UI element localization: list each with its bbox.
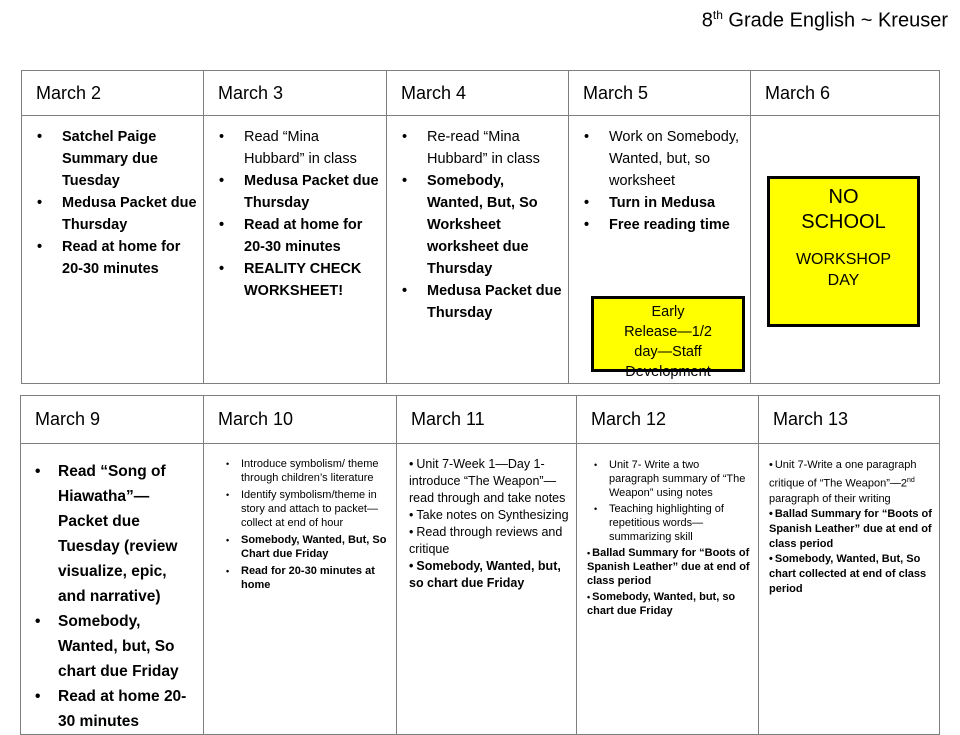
day-header: March 3 (204, 71, 387, 116)
task-item: • Medusa Packet due Thursday (244, 170, 380, 214)
task-item: • Somebody, Wanted, but, so chart due Friday (409, 558, 570, 592)
no-school-notice (767, 176, 920, 327)
week-table-march-9 (20, 395, 940, 735)
day-header: March 4 (387, 71, 569, 116)
task-item: • Free reading time (609, 214, 744, 236)
day-cell (577, 444, 759, 735)
task-item: • Read at home 20-30 minutes (58, 684, 195, 734)
task-item: • Teaching highlighting of repetitious words—summarizing skill (609, 502, 752, 544)
task-item: • Ballad Summary for “Boots of Spanish Leather” due at end of class period (587, 546, 752, 588)
task-item: • Read through reviews and critique (409, 524, 570, 558)
day-header: March 11 (397, 396, 577, 444)
task-item: • Somebody, Wanted, But, So Chart due Friday (241, 533, 390, 561)
task-item: • Somebody, Wanted, But, So chart collected at end of class period (769, 552, 933, 597)
task-item: • Unit 7-Write a one paragraph critique of “The Weapon”—2nd paragraph of their writing (769, 458, 933, 507)
task-item: • Ballad Summary for “Boots of Spanish Leather” due at end of class period (769, 507, 933, 552)
task-item: • Re-read “Mina Hubbard” in class (427, 126, 562, 170)
notice-line: Early (651, 304, 685, 320)
day-cell (759, 444, 940, 735)
task-item: • Read “Song of Hiawatha”—Packet due Tuesday (review visualize, epic, and narrative) (58, 459, 195, 609)
day-header: March 13 (759, 396, 940, 444)
day-header: March 5 (569, 71, 751, 116)
notice-line: Development (625, 364, 711, 380)
day-header: March 2 (22, 71, 204, 116)
notice-line: Release—1/2 (624, 324, 712, 340)
day-cell (397, 444, 577, 735)
notice-line: DAY (827, 272, 860, 289)
task-item: • Satchel Paige Summary due Tuesday (62, 126, 197, 192)
day-cell (21, 444, 204, 735)
notice-line: day—Staff (634, 344, 702, 360)
task-item: • Medusa Packet due Thursday (427, 280, 562, 324)
notice-line: WORKSHOP (795, 251, 892, 268)
task-item: • Somebody, Wanted, but, So chart due Friday (58, 609, 195, 684)
task-item: • Unit 7-Week 1—Day 1- introduce “The Weapon”—read through and take notes (409, 456, 570, 507)
task-item: • Identify symbolism/theme in story and attach to packet—collect at end of hour (241, 488, 390, 530)
day-header: March 9 (21, 396, 204, 444)
task-item: • Introduce symbolism/ theme through children’s literature (241, 457, 390, 485)
notice-line: SCHOOL (801, 211, 886, 233)
page-title: 8th Grade English ~ Kreuser (701, 8, 948, 32)
day-cell (22, 116, 204, 384)
early-release-notice (591, 296, 745, 380)
task-item: • Unit 7- Write a two paragraph summary of “The Weapon” using notes (609, 458, 752, 500)
task-item: • Work on Somebody, Wanted, but, so worksheet (609, 126, 744, 192)
task-item: • Somebody, Wanted, but, so chart due Friday (587, 590, 752, 618)
notice-line: NO (828, 186, 859, 208)
day-cell (204, 444, 397, 735)
task-item: • Read “Mina Hubbard” in class (244, 126, 380, 170)
day-cell (387, 116, 569, 384)
task-item: • Turn in Medusa (609, 192, 744, 214)
day-header: March 10 (204, 396, 397, 444)
task-item: • Read at home for 20-30 minutes (244, 214, 380, 258)
day-header: March 12 (577, 396, 759, 444)
day-header: March 6 (751, 71, 940, 116)
task-item: • Take notes on Synthesizing (409, 507, 570, 524)
day-cell (204, 116, 387, 384)
task-item: • Read at home for 20-30 minutes (62, 236, 197, 280)
task-item: • Somebody, Wanted, But, So Worksheet worksheet due Thursday (427, 170, 562, 280)
task-item: • Read for 20-30 minutes at home (241, 564, 390, 592)
task-item: • REALITY CHECK WORKSHEET! (244, 258, 380, 302)
task-item: • Medusa Packet due Thursday (62, 192, 197, 236)
